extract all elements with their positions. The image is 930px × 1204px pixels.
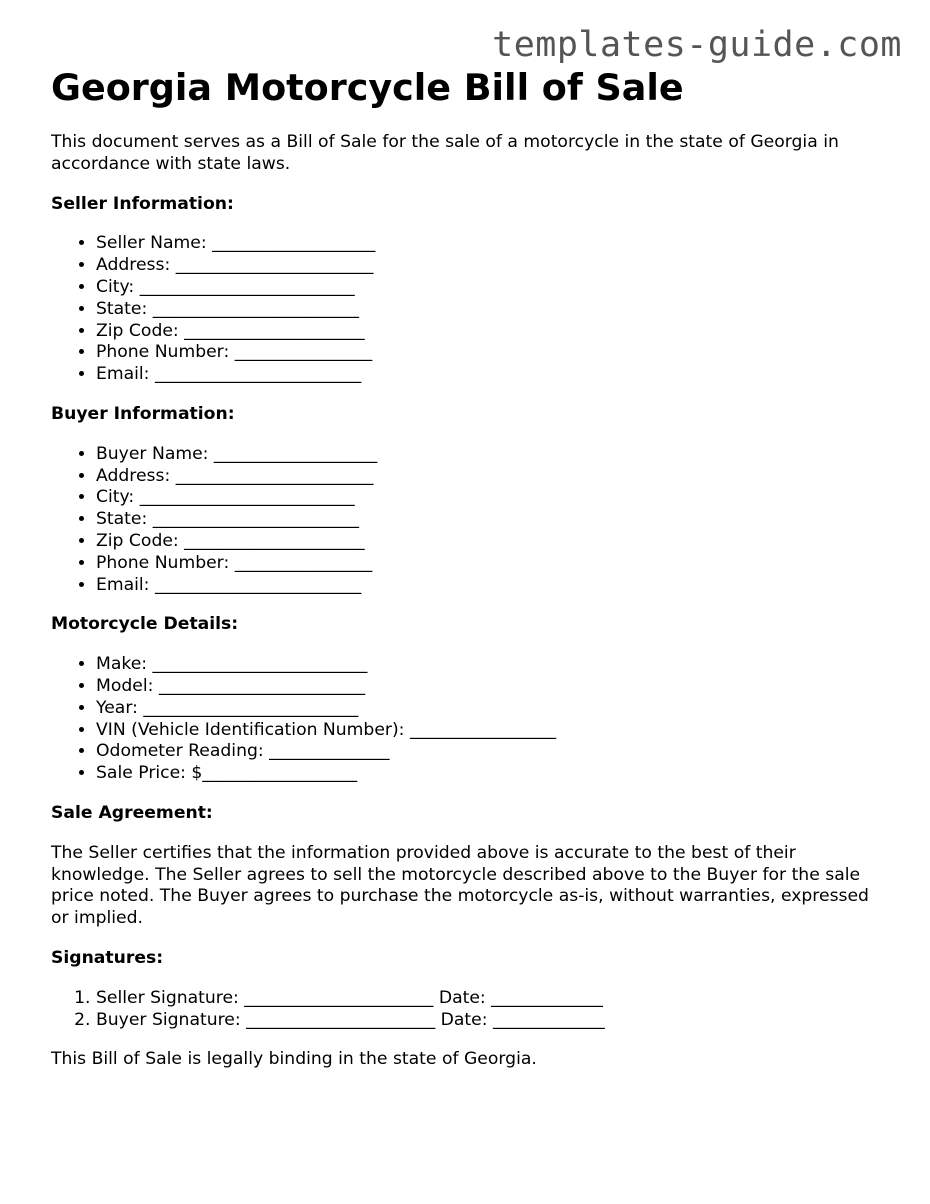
buyer-signature-line: 2. Buyer Signature: ______________________ Date: _____________ (96, 1010, 891, 1032)
document (51, 66, 891, 1089)
make-field: • Make: _________________________ (96, 654, 891, 676)
buyer-name-field: • Buyer Name: ___________________ (96, 444, 891, 466)
buyer-state-field: • State: ________________________ (96, 509, 891, 531)
seller-zip-field: • Zip Code: _____________________ (96, 321, 891, 343)
buyer-city-field: • City: _________________________ (96, 487, 891, 509)
seller-heading: Seller Information: (51, 193, 234, 214)
watermark: templates-guide.com (492, 25, 902, 65)
buyer-address-field: • Address: _______________________ (96, 466, 891, 488)
agreement-heading: Sale Agreement: (51, 802, 213, 823)
model-field: • Model: ________________________ (96, 676, 891, 698)
motorcycle-heading: Motorcycle Details: (51, 614, 239, 635)
closing-statement: This Bill of Sale is legally binding in the state of Georgia. (51, 1049, 537, 1070)
intro-paragraph: This document serves as a Bill of Sale for the sale of a motorcycle in the state of Georgia in accordance with state laws. (51, 132, 839, 174)
buyer-email-field: • Email: ________________________ (96, 575, 891, 597)
signatures-heading: Signatures: (51, 947, 164, 968)
buyer-zip-field: • Zip Code: _____________________ (96, 531, 891, 553)
sale-price-field: • Sale Price: $__________________ (96, 763, 891, 785)
odometer-field: • Odometer Reading: ______________ (96, 741, 891, 763)
motorcycle-list (51, 654, 891, 785)
vin-field: • VIN (Vehicle Identification Number): _________________ (96, 720, 891, 742)
year-field: • Year: _________________________ (96, 698, 891, 720)
seller-email-field: • Email: ________________________ (96, 364, 891, 386)
buyer-phone-field: • Phone Number: ________________ (96, 553, 891, 575)
seller-name-field: • Seller Name: ___________________ (96, 233, 891, 255)
seller-signature-line: 1. Seller Signature: ______________________ Date: _____________ (96, 988, 891, 1010)
agreement-paragraph: The Seller certifies that the information provided above is accurate to the best of their knowledge. The Seller agrees to sell the motorcycle described above to the Buyer for the sale price noted. The Buyer agrees to purchase the motorcycle as-is, without warranties, expressed or implied. (51, 842, 869, 929)
seller-phone-field: • Phone Number: ________________ (96, 342, 891, 364)
page-title: Georgia Motorcycle Bill of Sale (51, 66, 684, 109)
signatures-list (51, 988, 891, 1032)
seller-address-field: • Address: _______________________ (96, 255, 891, 277)
seller-list (51, 233, 891, 386)
buyer-list (51, 444, 891, 597)
seller-state-field: • State: ________________________ (96, 299, 891, 321)
seller-city-field: • City: _________________________ (96, 277, 891, 299)
buyer-heading: Buyer Information: (51, 403, 235, 424)
